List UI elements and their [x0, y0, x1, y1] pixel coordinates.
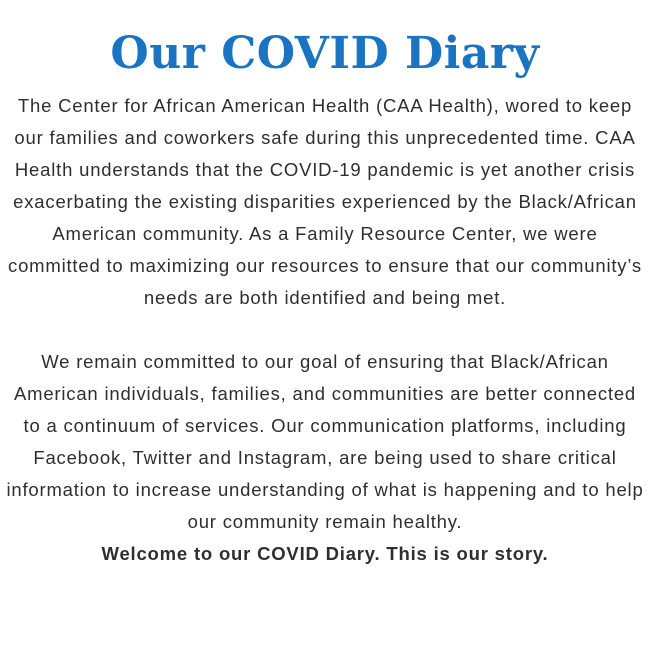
page-title: Our COVID Diary: [110, 28, 540, 79]
intro-paragraph: The Center for African American Health (CAA Health), wored to keep our families and coworkers safe during this unprecedented time. CAA Health understands that the COVID-19 pandemic is yet another crisis exacerbating the existing disparities experienced by the Black/African American community. As a Family Resource Center, we were committed to maximizing our resources to ensure that our community’s needs are both identified and being met.: [8, 95, 642, 308]
mission-paragraph: We remain committed to our goal of ensuring that Black/African American individuals, families, and communities are better connected to a continuum of services. Our communication platforms, including Facebook, Twitter and Instagram, are being used to share critical information to increase understanding of what is happening and to help our community remain healthy.: [6, 351, 644, 532]
closing-statement: Welcome to our COVID Diary. This is our story.: [101, 543, 549, 564]
